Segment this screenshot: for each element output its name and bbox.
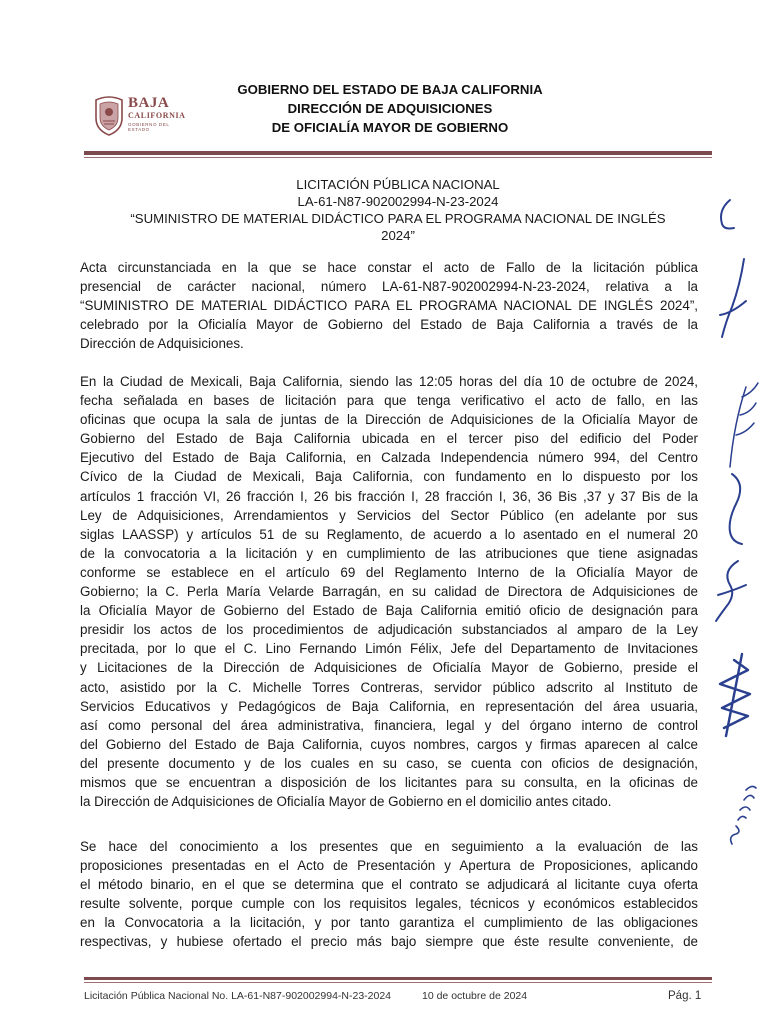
text-line: conforme se establece en el artículo 69 del Reglamento Interno de la Oficialía Mayor de: [80, 564, 698, 580]
title-line-2: LA-61-N87-902002994-N-23-2024: [297, 194, 499, 209]
text-line: del presente documento y de los cuales en su caso, se cuenta con oficios de designación,: [80, 755, 698, 771]
text-line: Gobierno del Estado de Baja California ubicada en el tercer piso del edificio del Poder: [80, 431, 698, 447]
government-logo: [92, 94, 192, 138]
signature-mark-5: [708, 555, 752, 625]
signature-mark-6: [712, 650, 756, 740]
title-line-1: LICITACIÓN PÚBLICA NACIONAL: [296, 177, 500, 192]
text-line: oficinas que ocupa la sala de juntas de la Dirección de Adquisiciones de la Oficialía Mayor de: [80, 412, 698, 428]
header-divider-thin: [84, 157, 712, 158]
text-line: Servicios Educativos y Pedagógicos de Baja California, en representación del área usuaria,: [80, 698, 698, 714]
text-line: Se hace del conocimiento a los presentes que en seguimiento a la evaluación de las: [80, 839, 698, 854]
header-line-2: DIRECCIÓN DE ADQUISICIONES: [287, 101, 493, 116]
text-line: el método binario, en el que se determina que el contrato se adjudicará al licitante cuya oferta: [80, 877, 698, 893]
text-line: resulte solvente, porque cumple con los requisitos legales, técnicos y económicos establecidos: [80, 896, 698, 912]
text-line: Cívico de la Ciudad de Mexicali, Baja California, con fundamento en lo dispuesto por los: [80, 469, 698, 485]
footer-divider-thin: [84, 982, 712, 983]
text-line: precitada, por lo que el C. Lino Fernando Limón Félix, Jefe del Departamento de Invitaciones: [80, 641, 698, 657]
footer-reference: Licitación Pública Nacional No. LA-61-N87-902002994-N-23-2024: [84, 990, 392, 1002]
footer-divider: [84, 977, 712, 980]
text-line: artículos 1 fracción VI, 26 fracción I, 26 bis fracción I, 28 fracción I, 36, 36 Bis ,37 y 37 Bis de la: [80, 488, 698, 504]
text-line: en la Convocatoria a la licitación, y por tanto garantiza el cumplimiento de las obligaciones: [80, 915, 698, 931]
paragraph-1: [80, 258, 698, 353]
text-line: así como personal del área administrativa, financiera, legal y del órgano interno de control: [80, 717, 698, 733]
document-header: [200, 80, 580, 137]
paragraph-3: [80, 837, 698, 952]
text-line: Dirección de Adquisiciones.: [80, 336, 244, 352]
text-line: presidir los actos de los procedimientos de adjudicación substanciados al amparo de la Ley: [80, 622, 698, 638]
text-line: y Licitaciones de la Dirección de Adquisiciones de Oficialía Mayor de Gobierno, preside el: [80, 660, 698, 676]
logo-text-baja: BAJA: [128, 95, 170, 111]
text-line: Ejecutivo del Estado de Baja California, en Calzada Independencia número 994, del Centro: [80, 450, 698, 466]
footer-date: 10 de octubre de 2024: [422, 990, 528, 1002]
text-line: la Oficialía Mayor de Gobierno del Estado de Baja California emitió oficio de designación para: [80, 603, 698, 619]
text-line: acto, asistido por la C. Michelle Torres Contreras, servidor público adscrito al Instituto de: [80, 679, 698, 695]
text-line: de la convocatoria a la licitación y en cumplimiento de las atribuciones que tiene asignadas: [80, 545, 698, 561]
text-line: En la Ciudad de Mexicali, Baja California, siendo las 12:05 horas del día 10 de octubre de 2024,: [80, 374, 698, 389]
document-title: [80, 176, 716, 244]
text-line: respectivas, y hubiese ofertado el precio más bajo siempre que éste resulte conveniente, de: [80, 934, 698, 950]
title-line-4: 2024”: [381, 228, 415, 243]
logo-text-gobierno: GOBIERNO DEL ESTADO: [128, 122, 170, 132]
header-line-1: GOBIERNO DEL ESTADO DE BAJA CALIFORNIA: [237, 82, 543, 97]
text-line: “SUMINISTRO DE MATERIAL DIDÁCTICO PARA EL PROGRAMA NACIONAL DE INGLÉS 2024”,: [80, 298, 698, 314]
text-line: celebrado por la Oficialía Mayor de Gobierno del Estado de Baja California a través de la: [80, 317, 698, 333]
title-line-3: “SUMINISTRO DE MATERIAL DIDÁCTICO PARA EL PROGRAMA NACIONAL DE INGLÉS: [130, 211, 666, 226]
text-line: Ley de Adquisiciones, Arrendamientos y Servicios del Sector Público (en adelante por sus: [80, 507, 698, 523]
text-line: presencial de carácter nacional, número LA-61-N87-902002994-N-23-2024, relativa a la: [80, 279, 698, 295]
signature-mark-4: [712, 470, 752, 550]
text-line: la Dirección de Adquisiciones de Oficialía Mayor de Gobierno en el domicilio antes citado.: [80, 794, 612, 810]
logo-text-california: CALIFORNIA: [128, 111, 186, 120]
text-line: Gobierno; la C. Perla María Velarde Barragán, en su calidad de Directora de Adquisiciones de: [80, 584, 698, 600]
text-line: mismos que se encuentran a disposición de los licitantes para su consulta, en la oficinas de: [80, 774, 698, 790]
paragraph-2: [80, 372, 698, 811]
text-line: siglas LAASSP) y artículos 51 de su Reglamento, de acuerdo a lo asentado en el numeral 20: [80, 526, 698, 542]
text-line: proposiciones presentadas en el Acto de Presentación y Apertura de Proposiciones, aplicando: [80, 858, 698, 874]
signature-mark-3: [722, 375, 762, 475]
signature-mark-1: [712, 196, 752, 236]
text-line: Acta circunstanciada en la que se hace constar el acto de Fallo de la licitación pública: [80, 260, 698, 275]
page-number: Pág. 1: [668, 990, 702, 1002]
coat-of-arms-icon: [92, 94, 126, 136]
header-divider: [84, 151, 712, 155]
header-line-3: DE OFICIALÍA MAYOR DE GOBIERNO: [271, 120, 509, 135]
text-line: del Gobierno del Estado de Baja California, cuyos nombres, cargos y firmas aparecen al calce: [80, 736, 698, 752]
signature-mark-7: [722, 780, 762, 850]
signature-mark-2: [718, 255, 752, 345]
text-line: fecha señalada en bases de licitación para que tenga verificativo el acto de fallo, en las: [80, 393, 698, 409]
